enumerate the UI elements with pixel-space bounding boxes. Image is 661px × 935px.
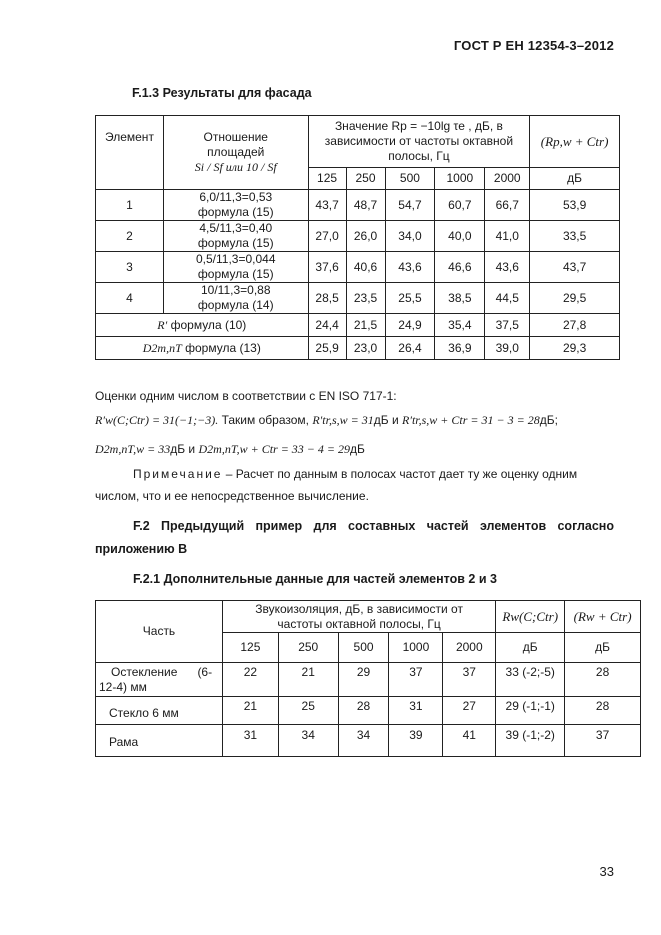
col-header-sum: (Rp,w + Ctr) [530,116,620,168]
text-db: дБ; [539,413,558,427]
text-thus: Таким образом, [221,413,309,427]
ratio-formula: формула (15) [197,267,274,281]
value-cell: 31 [389,697,443,725]
col-header-insulation-line1: Звукоизоляция, дБ, в зависимости от [255,601,463,616]
value-cell: 25 [278,697,338,725]
col-header-rw: Rw(C;Ctr) [496,601,565,633]
col-header-value-line2: зависимости от частоты октавной [324,134,514,148]
freq-125: 125 [308,168,346,190]
sum-cell: 53,9 [530,190,620,221]
value-cell: 39 [389,725,443,757]
formula-rw: R′w(C;Ctr) = 31(−1;−3). [95,413,219,427]
document-code: ГОСТ Р ЕН 12354-3–2012 [453,38,614,53]
col-rw-unit: дБ [496,633,565,663]
freq-1000: 1000 [435,168,485,190]
value-cell: 26,4 [385,337,435,360]
element-number: 3 [96,252,164,283]
table-row [96,252,620,283]
formula-rtr: R′tr,s,w = 31 [312,413,374,427]
note-line2: числом, что и ее непосредственное вычисление. [95,489,369,503]
part-name-line2: 12-4) мм [99,680,147,694]
facade-results-table [95,115,620,360]
note-label: Примечание [133,467,223,481]
value-cell: 25,5 [385,283,435,314]
sum-cell: 33,5 [530,221,620,252]
formula-rtr-ctr: R′tr,s,w + Ctr = 31 − 3 = 28 [402,413,540,427]
freq-2000: 2000 [443,633,496,663]
section-f21-title: F.2.1 Дополнительные данные для частей элементов 2 и 3 [133,572,497,586]
col-sum-unit: дБ [530,168,620,190]
rw-cell: 33 (-2;-5) [496,663,565,697]
ratio-cell [163,252,308,283]
summary-label [96,337,309,360]
single-number-line2 [95,442,365,457]
value-cell: 40,0 [435,221,485,252]
value-cell: 43,6 [485,252,530,283]
value-cell: 48,7 [346,190,385,221]
value-cell: 24,4 [308,314,346,337]
col-header-value-line3: полосы, Гц [388,149,450,163]
formula-d2m: D2m,nT,w = 33 [95,442,171,456]
part-name [96,663,223,697]
sum-cell: 27,8 [530,314,620,337]
ratio-value: 4,5/11,3=0,40 [199,221,273,235]
value-cell: 28,5 [308,283,346,314]
value-cell: 25,9 [308,337,346,360]
summary-label [96,314,309,337]
single-number-line1 [95,413,558,428]
part-name: Стекло 6 мм [96,697,223,725]
ratio-cell [163,190,308,221]
col-header-insulation-line2: частоты октавной полосы, Гц [277,616,441,631]
summary-formula: формула (13) [185,340,261,355]
section-f2-title-line1: F.2 Предыдущий пример для составных частей элементов согласно [133,519,614,533]
table-row [96,337,620,360]
text-db-and: дБ и [170,442,196,456]
value-cell: 21 [278,663,338,697]
value-cell: 44,5 [485,283,530,314]
table-row [96,314,620,337]
section-f2-title-line2: приложению B [95,542,188,556]
parts-data-table [95,600,641,757]
table-row [96,725,641,757]
value-cell: 38,5 [435,283,485,314]
value-cell: 34 [278,725,338,757]
value-cell: 46,6 [435,252,485,283]
col-sum-unit: дБ [565,633,641,663]
col-header-element: Элемент [96,116,164,190]
value-cell: 23,5 [346,283,385,314]
page-number: 33 [599,864,614,879]
ratio-formula: формула (15) [197,236,274,250]
freq-2000: 2000 [485,168,530,190]
element-number: 2 [96,221,164,252]
col-header-sum: (Rw + Ctr) [565,601,641,633]
table-row [96,697,641,725]
summary-symbol: R′ [157,317,168,332]
text-db-and: дБ и [373,413,399,427]
value-cell: 43,7 [308,190,346,221]
value-cell: 37,5 [485,314,530,337]
value-cell: 24,9 [385,314,435,337]
value-cell: 36,9 [435,337,485,360]
sum-cell: 28 [565,663,641,697]
value-cell: 28 [338,697,389,725]
value-cell: 37 [389,663,443,697]
sum-cell: 28 [565,697,641,725]
part-name: Рама [96,725,223,757]
freq-250: 250 [278,633,338,663]
col-header-part: Часть [96,601,223,663]
single-number-intro: Оценки одним числом в соответствии с EN ISO 717-1: [95,389,397,403]
rw-cell: 29 (-1;-1) [496,697,565,725]
freq-500: 500 [385,168,435,190]
value-cell: 29 [338,663,389,697]
col-header-ratio [163,116,308,190]
element-number: 1 [96,190,164,221]
col-header-ratio-line1: Отношение [203,130,268,144]
part-name-line1: Остекление (6- [111,665,213,679]
col-header-value [308,116,530,168]
sum-cell: 43,7 [530,252,620,283]
ratio-formula: формула (15) [197,205,274,219]
table-row [96,190,620,221]
ratio-value: 6,0/11,3=0,53 [199,190,273,204]
sum-cell: 29,5 [530,283,620,314]
table-row [96,663,641,697]
value-cell: 37,6 [308,252,346,283]
sum-cell: 37 [565,725,641,757]
value-cell: 22 [222,663,278,697]
sum-cell: 29,3 [530,337,620,360]
freq-1000: 1000 [389,633,443,663]
rw-cell: 39 (-1;-2) [496,725,565,757]
text-db: дБ [350,442,365,456]
ratio-value: 0,5/11,3=0,044 [195,252,276,266]
value-cell: 54,7 [385,190,435,221]
col-header-value-line1: Значение Rp = −10lg τe , дБ, в [334,119,503,133]
value-cell: 60,7 [435,190,485,221]
value-cell: 41,0 [485,221,530,252]
ratio-value: 10/11,3=0,88 [201,283,271,297]
ratio-cell [163,221,308,252]
col-header-insulation [222,601,495,633]
col-header-ratio-formula: Si / Sf или 10 / Sf [194,160,277,174]
formula-d2m-ctr: D2m,nT,w + Ctr = 33 − 4 = 29 [198,442,351,456]
value-cell: 21,5 [346,314,385,337]
col-header-ratio-line2: площадей [207,145,265,159]
table-row [96,221,620,252]
value-cell: 21 [222,697,278,725]
ratio-formula: формула (14) [197,298,274,312]
freq-250: 250 [346,168,385,190]
ratio-cell [163,283,308,314]
freq-500: 500 [338,633,389,663]
value-cell: 37 [443,663,496,697]
value-cell: 31 [222,725,278,757]
value-cell: 27 [443,697,496,725]
value-cell: 66,7 [485,190,530,221]
table-row [96,283,620,314]
summary-formula: формула (10) [170,317,247,332]
element-number: 4 [96,283,164,314]
note-text: – Расчет по данным в полосах частот дает ту же оценку одним [222,467,578,481]
section-f13-title: F.1.3 Результаты для фасада [132,86,312,100]
value-cell: 34 [338,725,389,757]
freq-125: 125 [222,633,278,663]
value-cell: 43,6 [385,252,435,283]
value-cell: 26,0 [346,221,385,252]
value-cell: 40,6 [346,252,385,283]
value-cell: 35,4 [435,314,485,337]
value-cell: 41 [443,725,496,757]
value-cell: 39,0 [485,337,530,360]
value-cell: 27,0 [308,221,346,252]
value-cell: 23,0 [346,337,385,360]
note-line1 [133,467,623,482]
value-cell: 34,0 [385,221,435,252]
summary-symbol: D2m,nT [142,340,182,355]
